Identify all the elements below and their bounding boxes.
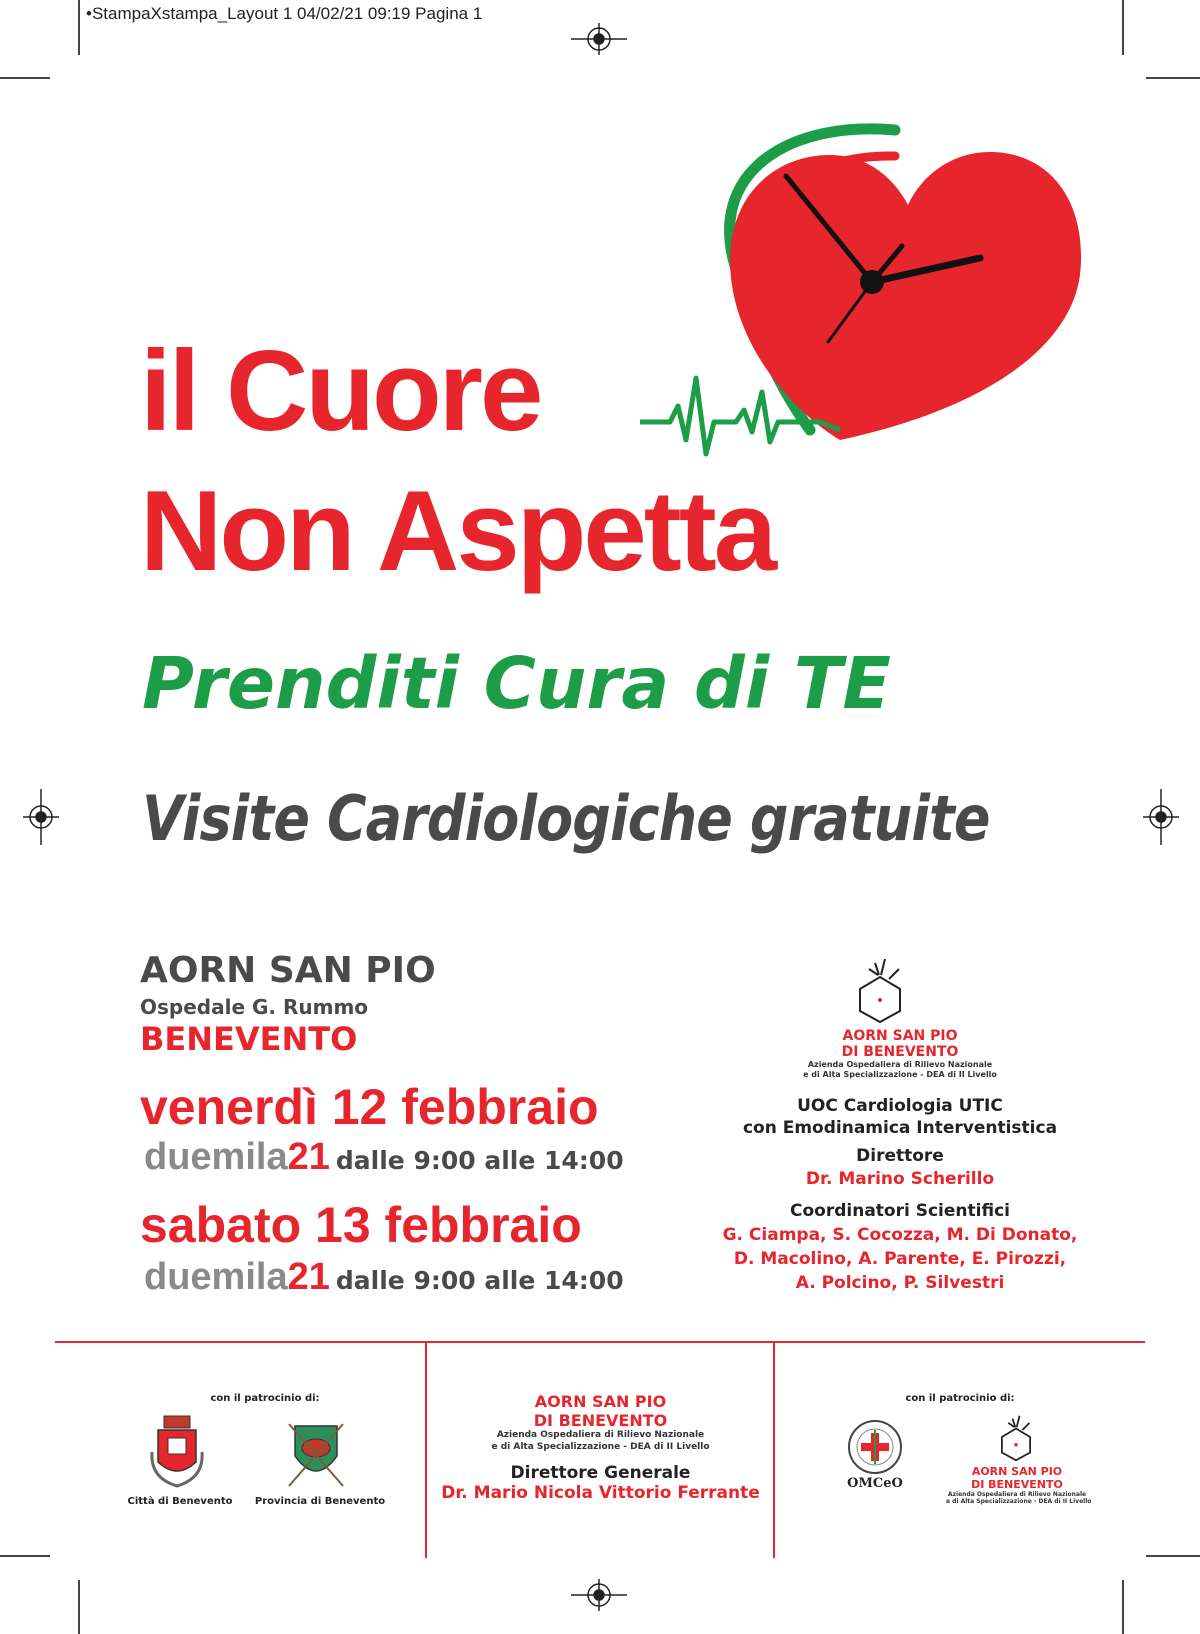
venue-name: AORN SAN PIO xyxy=(140,950,436,991)
hours-text: dalle 9:00 alle 14:00 xyxy=(335,1266,624,1295)
city-coat-of-arms-icon xyxy=(148,1412,206,1490)
general-director-label: Direttore Generale xyxy=(510,1462,691,1483)
subtitle: Visite Cardiologiche gratuite xyxy=(142,782,990,855)
omceo-label: OMCeO xyxy=(847,1476,903,1491)
org-name-1: AORN SAN PIO xyxy=(842,1028,958,1044)
footer-column-divider-2 xyxy=(773,1343,775,1558)
hospital-logo-icon xyxy=(855,955,905,1023)
print-header: •StampaXstampa_Layout 1 04/02/21 09:19 Pagina 1 xyxy=(86,4,483,23)
province-coat-of-arms-icon xyxy=(287,1420,345,1490)
org-name-2: DI BENEVENTO xyxy=(841,1044,959,1061)
date-2: sabato 13 febbraio xyxy=(140,1197,582,1253)
director-label: Direttore xyxy=(856,1146,944,1166)
coordinators-label: Coordinatori Scientifici xyxy=(790,1201,1010,1221)
footer-right-sub-1: Azienda Ospedaliera di Rilievo Nazionale xyxy=(947,1491,1087,1499)
footer-divider xyxy=(55,1341,1145,1343)
footer-org-sub-1: Azienda Ospedaliera di Rilievo Nazionale xyxy=(496,1430,705,1441)
org-sub-2: e di Alta Specializzazione - DEA di II Livello xyxy=(803,1069,997,1079)
director-name: Dr. Marino Scherillo xyxy=(805,1169,995,1189)
department-line-2: con Emodinamica Interventistica xyxy=(742,1118,1058,1138)
province-label: Provincia di Benevento xyxy=(254,1496,386,1507)
footer-hospital-logo-icon xyxy=(998,1413,1034,1461)
year-number: 21 xyxy=(287,1136,330,1178)
tagline: Prenditi Cura di TE xyxy=(142,642,891,725)
footer-right-logo-text xyxy=(946,1465,1092,1506)
general-director-name: Dr. Mario Nicola Vittorio Ferrante xyxy=(441,1482,760,1503)
city-label: Città di Benevento xyxy=(127,1496,233,1507)
coordinators-line-2: D. Macolino, A. Parente, E. Pirozzi, xyxy=(733,1249,1067,1269)
title-line-2: Non Aspetta xyxy=(140,468,775,595)
footer-center-block xyxy=(428,1392,773,1503)
title-line-1: il Cuore xyxy=(140,328,541,455)
coordinators-line-3: A. Polcino, P. Silvestri xyxy=(795,1273,1005,1293)
patronage-label-left: con il patrocinio di: xyxy=(210,1393,320,1404)
year-text: duemila xyxy=(144,1136,288,1178)
footer-org-name-2: DI BENEVENTO xyxy=(533,1411,668,1431)
department-line-1: UOC Cardiologia UTIC xyxy=(797,1096,1003,1116)
venue-city: BENEVENTO xyxy=(140,1020,358,1058)
date-1-time xyxy=(144,1138,624,1176)
org-sub-1: Azienda Ospedaliera di Rilievo Nazionale xyxy=(807,1060,993,1070)
coordinators-line-1: G. Ciampa, S. Cocozza, M. Di Donato, xyxy=(722,1225,1078,1245)
heart-clock-icon xyxy=(640,110,1100,470)
footer-right-sub-2: e di Alta Specializzazione - DEA di II Livello xyxy=(946,1498,1092,1506)
footer-org-sub-2: e di Alta Specializzazione - DEA di II Livello xyxy=(491,1441,710,1452)
year-number: 21 xyxy=(287,1256,330,1298)
year-text: duemila xyxy=(144,1256,288,1298)
footer-column-divider-1 xyxy=(425,1343,427,1558)
org-logo-text xyxy=(700,1028,1100,1079)
hours-text: dalle 9:00 alle 14:00 xyxy=(335,1146,624,1175)
footer-org-name-1: AORN SAN PIO xyxy=(534,1392,667,1411)
footer-right-name-2: DI BENEVENTO xyxy=(971,1477,1063,1491)
patronage-label-right: con il patrocinio di: xyxy=(905,1393,1015,1404)
omceo-seal-icon xyxy=(846,1418,904,1476)
date-2-time xyxy=(144,1258,624,1296)
hospital-name: Ospedale G. Rummo xyxy=(140,995,369,1019)
date-1: venerdì 12 febbraio xyxy=(140,1079,599,1135)
footer-right-name-1: AORN SAN PIO xyxy=(971,1465,1063,1478)
